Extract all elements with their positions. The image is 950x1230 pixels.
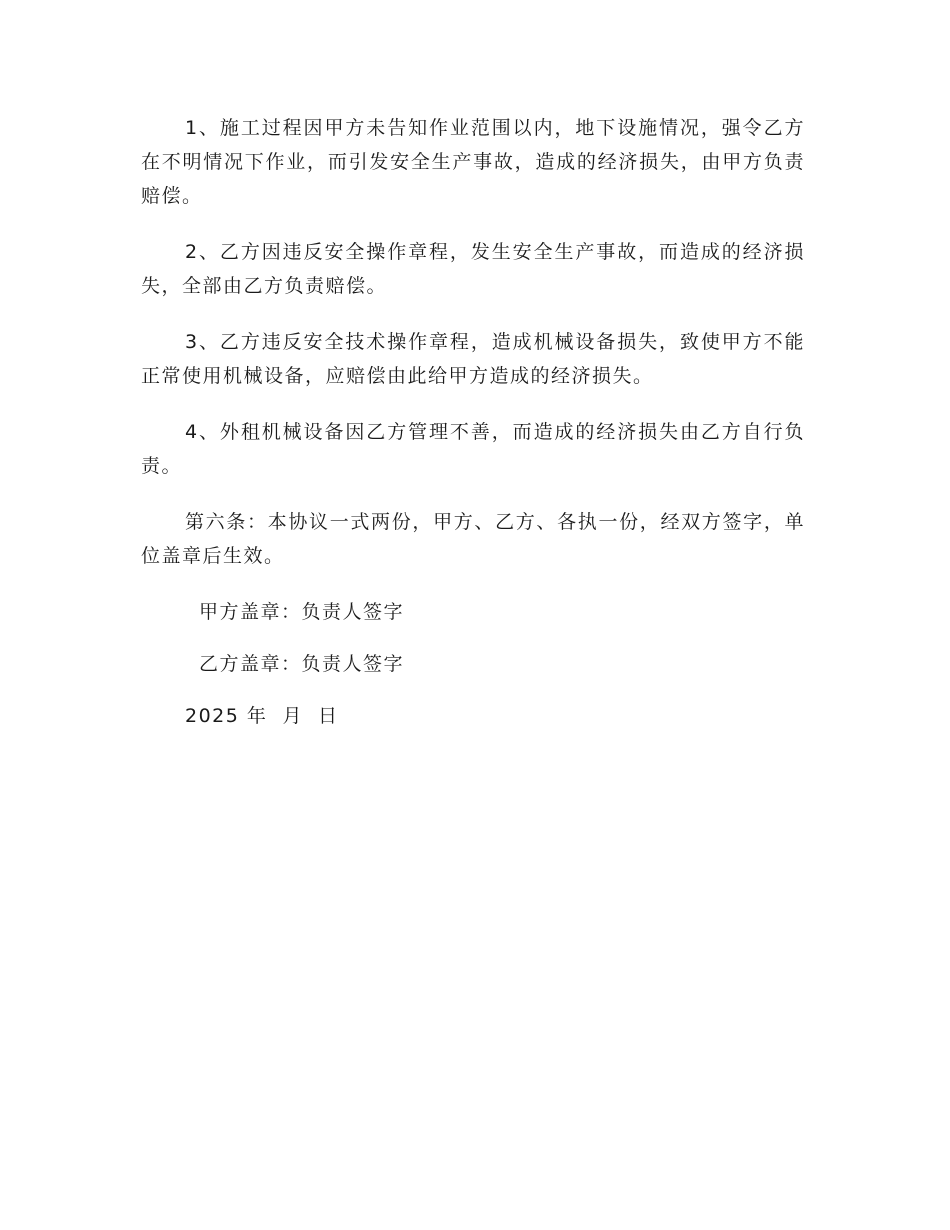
clause-3-paragraph: 3、乙方违反安全技术操作章程，造成机械设备损失，致使甲方不能正常使用机械设备，应赔偿由此给甲方造成的经济损失。 (141, 331, 805, 387)
date-line: 2025 年 月 日 (185, 705, 339, 727)
article-6-paragraph: 第六条：本协议一式两份，甲方、乙方、各执一份，经双方签字，单位盖章后生效。 (141, 511, 805, 567)
clause-2-paragraph: 2、乙方因违反安全操作章程，发生安全生产事故，而造成的经济损失，全部由乙方负责赔偿。 (141, 241, 805, 297)
clause-4-paragraph: 4、外租机械设备因乙方管理不善，而造成的经济损失由乙方自行负责。 (141, 421, 805, 477)
party-b-signature-line: 乙方盖章：负责人签字 (199, 653, 405, 675)
clause-1-paragraph: 1、施工过程因甲方未告知作业范围以内，地下设施情况，强令乙方在不明情况下作业，而引发安全生产事故，造成的经济损失，由甲方负责赔偿。 (141, 117, 805, 207)
party-a-signature-line: 甲方盖章：负责人签字 (199, 601, 405, 623)
